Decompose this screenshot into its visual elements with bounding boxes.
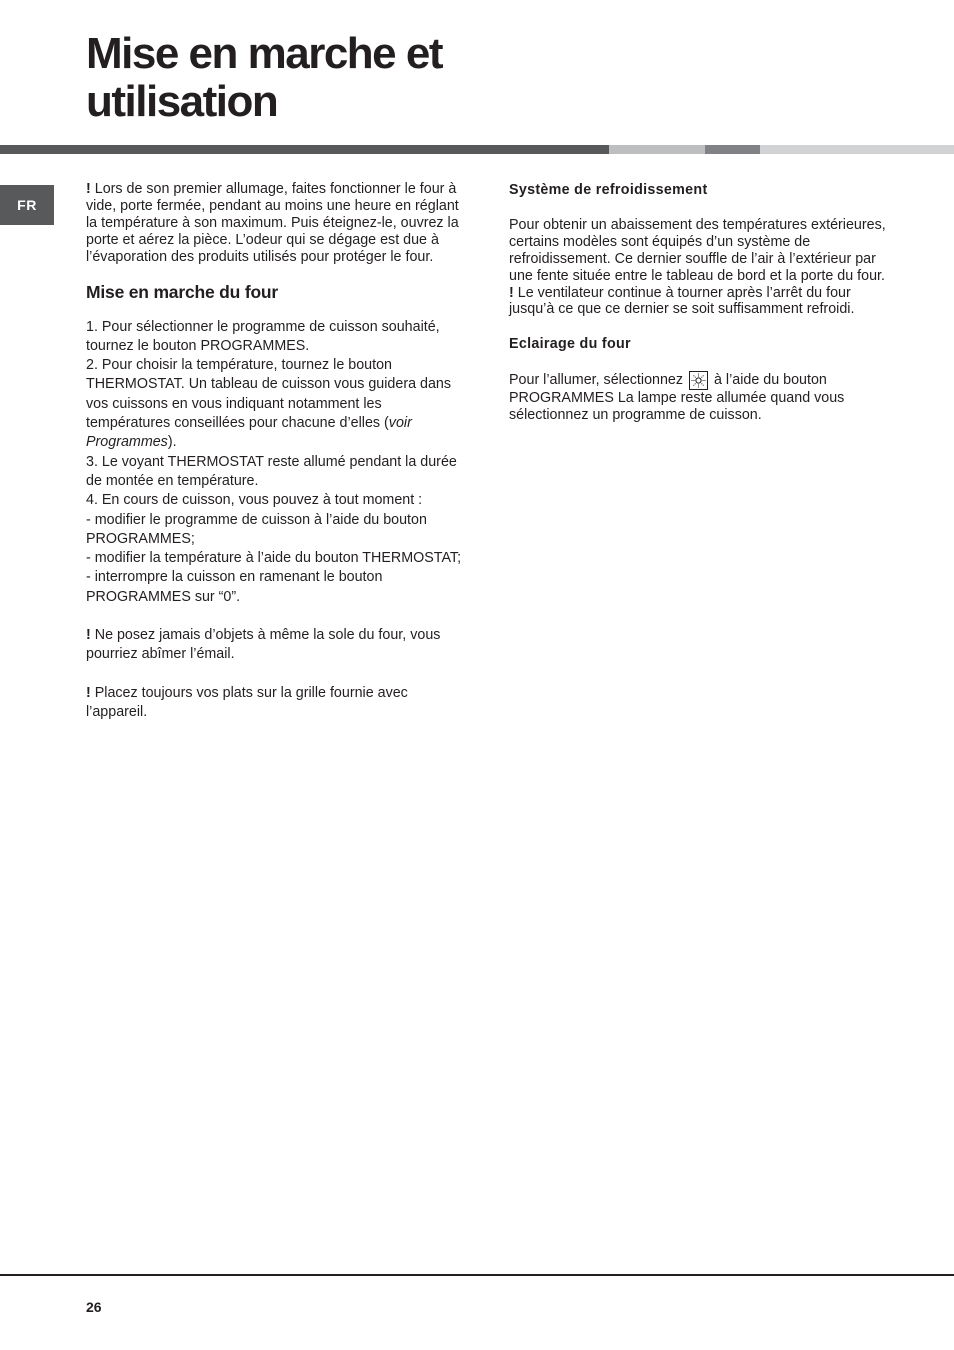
warning-sole	[86, 626, 466, 665]
cooling-warning-text: Le ventilateur continue à tourner après l’arrêt du four jusqu’à ce que ce dernier se soit suffisamment refroidi.	[509, 284, 855, 318]
warning-mark: !	[86, 684, 91, 701]
step-4-option-a: - modifier le programme de cuisson à l’aide du bouton PROGRAMMES;	[86, 511, 427, 547]
warning-sole-text: Ne posez jamais d’objets à même la sole du four, vous pourriez abîmer l’émail.	[86, 626, 441, 663]
section-heading-cooling: Système de refroidissement	[509, 182, 708, 198]
page-title-line1: Mise en marche et	[86, 29, 442, 78]
step-2-reference: voir Programmes	[86, 415, 412, 451]
header-bar-mid	[705, 145, 760, 154]
warning-mark: !	[86, 626, 91, 643]
right-column	[509, 182, 889, 424]
lamp-icon	[689, 371, 708, 390]
section-heading-light: Eclairage du four	[509, 336, 631, 353]
steps-list	[86, 318, 466, 723]
cooling-warning	[509, 285, 889, 319]
intro-paragraph	[86, 181, 466, 266]
footer-divider	[0, 1274, 954, 1276]
step-4-option-b: - modifier la température à l’aide du bouton THERMOSTAT;	[86, 550, 462, 567]
language-tab: FR	[0, 185, 54, 225]
cooling-paragraph: Pour obtenir un abaissement des températures extérieures, certains modèles sont équipés d’un système de refroidissement. Ce dernier souffle de l’air à l’extérieur par une fente située entre le tableau de bord et la porte du four.	[509, 216, 886, 284]
warning-grille	[86, 684, 466, 723]
light-paragraph	[509, 371, 889, 424]
step-4: 4. En cours de cuisson, vous pouvez à tout moment :	[86, 492, 423, 509]
light-text-a: Pour l’allumer, sélectionnez	[509, 372, 688, 389]
warning-grille-text: Placez toujours vos plats sur la grille fournie avec l’appareil.	[86, 684, 408, 720]
warning-mark: !	[86, 181, 91, 197]
page-title	[86, 30, 566, 126]
header-bar-light	[609, 145, 705, 154]
section-heading-start: Mise en marche du four	[86, 281, 279, 302]
step-4-option-c: - interrompre la cuisson en ramenant le bouton PROGRAMMES sur “0”.	[86, 569, 383, 605]
header-bar-dark	[0, 145, 609, 154]
page-number: 26	[86, 1299, 102, 1315]
warning-mark: !	[509, 284, 514, 301]
step-2-end: ).	[167, 434, 177, 451]
step-2-text: 2. Pour choisir la température, tournez le bouton THERMOSTAT. Un tableau de cuisson vous guidera dans vos cuissons en vous indiquant notamment les températures conseillées pour chacune d’elles (	[86, 357, 452, 432]
header-bar-pale	[760, 145, 954, 154]
light-text-b: à l’aide du bouton PROGRAMMES La lampe reste allumée quand vous sélectionnez un programme de cuisson.	[509, 372, 845, 424]
intro-text: Lors de son premier allumage, faites fonctionner le four à vide, porte fermée, pendant au moins une heure en réglant la température à son maximum. Puis éteignez-le, ouvrez la porte et aérez la pièce. L’odeur qui se dégage est due à l’évaporation des produits utilisés pour protéger le four.	[86, 181, 459, 265]
left-column	[86, 181, 466, 722]
page-title-line2: utilisation	[86, 77, 278, 126]
step-1: 1. Pour sélectionner le programme de cuisson souhaité, tournez le bouton PROGRAMMES.	[86, 318, 440, 354]
step-2	[86, 356, 466, 452]
step-3: 3. Le voyant THERMOSTAT reste allumé pendant la durée de montée en température.	[86, 453, 457, 489]
